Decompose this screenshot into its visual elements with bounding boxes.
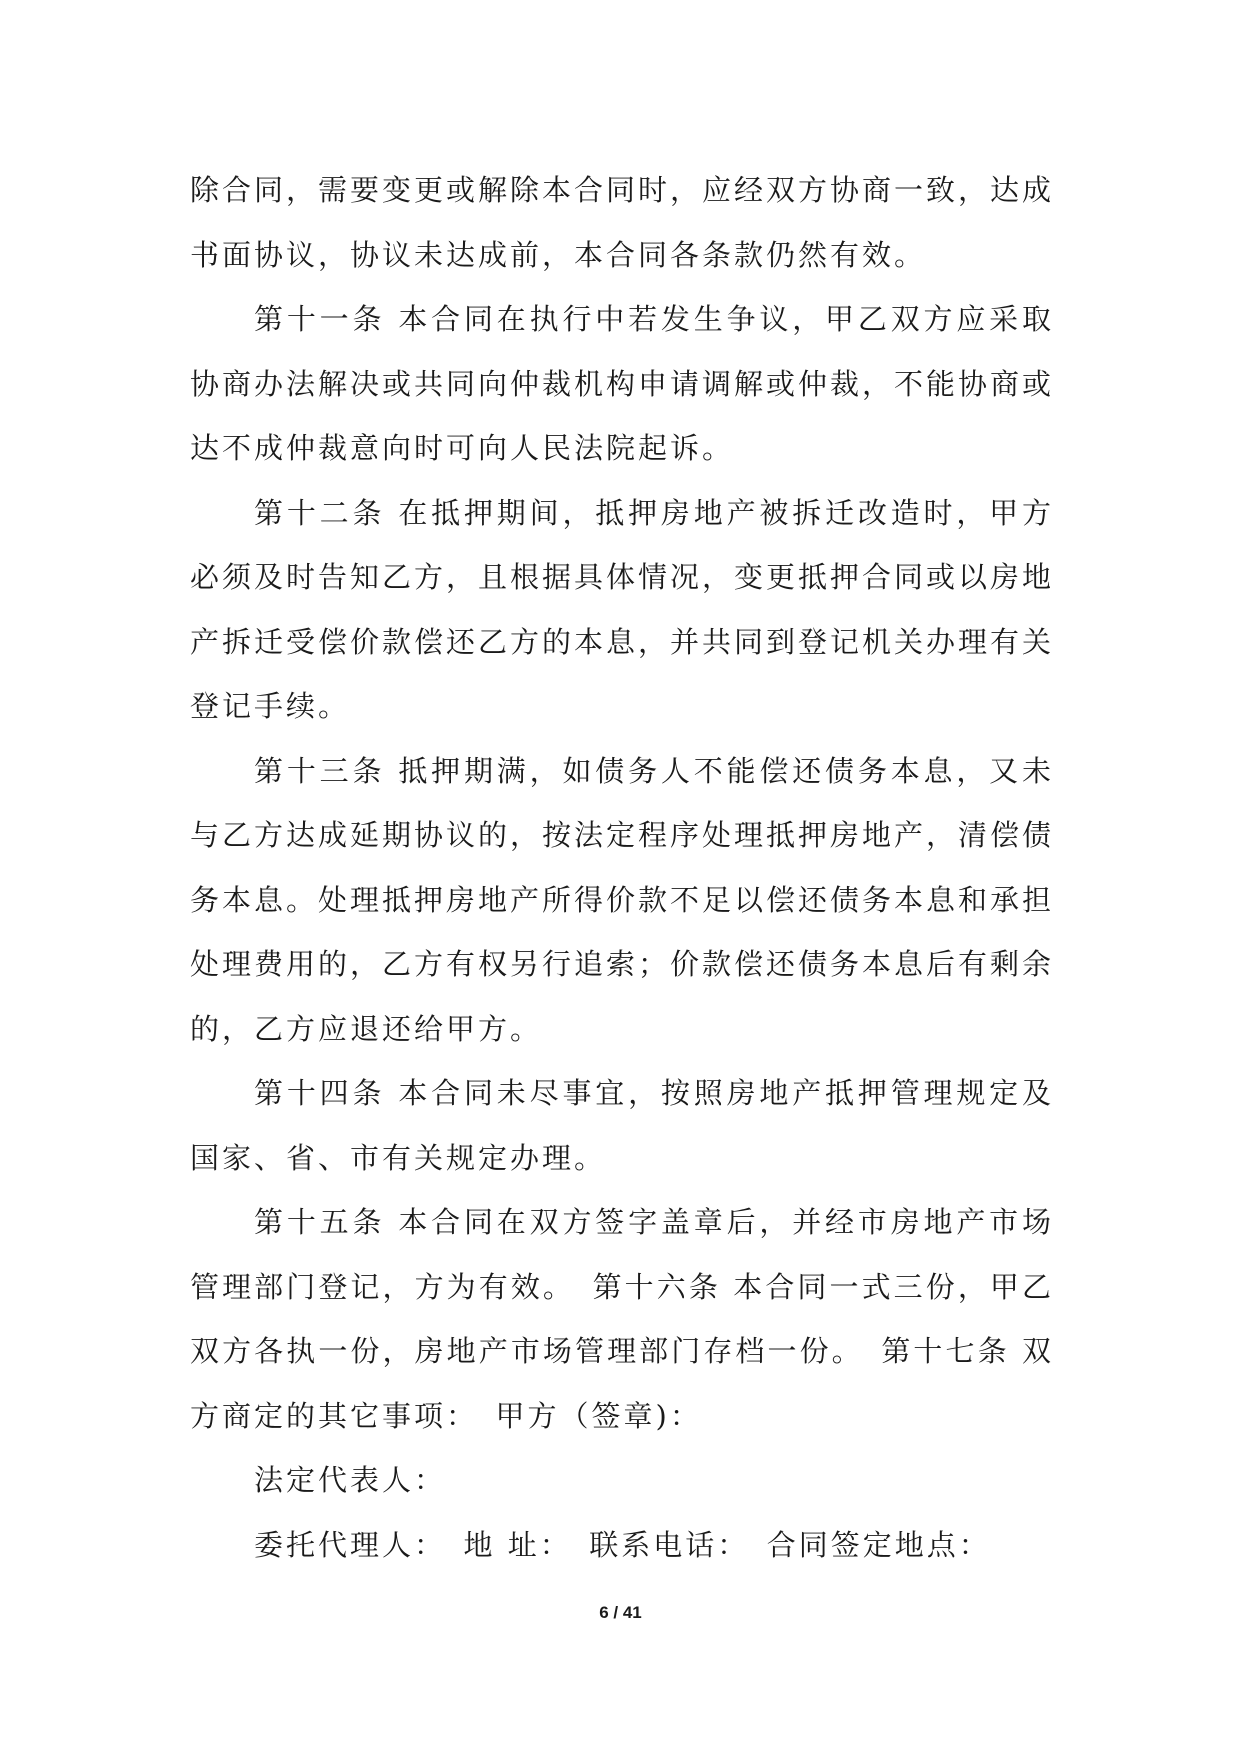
paragraph-article-14: 第十四条 本合同未尽事宜，按照房地产抵押管理规定及国家、省、市有关规定办理。 — [190, 1076, 1054, 1175]
document-body — [190, 158, 1054, 1577]
paragraph-article-13: 第十三条 抵押期满，如债务人不能偿还债务本息，又未与乙方达成延期协议的，按法定程序处理抵押房地产，清偿债务本息。处理抵押房地产所得价款不足以偿还债务本息和承担处理费用的，乙方有权另行追索；价款偿还债务本息后有剩余的，乙方应退还给甲方。 — [190, 753, 1055, 1046]
paragraph-agent-details: 委托代理人： 地 址： 联系电话： 合同签定地点： — [254, 1527, 991, 1562]
paragraph-legal-representative: 法定代表人： — [254, 1463, 447, 1497]
paragraph-article-12: 第十二条 在抵押期间，抵押房地产被拆迁改造时，甲方必须及时告知乙方，且根据具体情况，变更抵押合同或以房地产拆迁受偿价款偿还乙方的本息，并共同到登记机关办理有关登记手续。 — [190, 495, 1055, 723]
page-number: 6 / 41 — [599, 1603, 642, 1622]
paragraph-article-15-17: 第十五条 本合同在双方签字盖章后，并经市房地产市场管理部门登记，方为有效。 第十六条 本合同一式三份，甲乙双方各执一份，房地产市场管理部门存档一份。 第十七条 双方商定的其它事项： 甲方（签章)： — [190, 1205, 1054, 1433]
paragraph-article-11: 第十一条 本合同在执行中若发生争议，甲乙双方应采取协商办法解决或共同向仲裁机构申请调解或仲裁，不能协商或达不成仲裁意向时可向人民法院起诉。 — [190, 302, 1055, 465]
paragraph-continuation: 除合同，需要变更或解除本合同时，应经双方协商一致，达成书面协议，协议未达成前，本合同各条款仍然有效。 — [190, 173, 1055, 272]
